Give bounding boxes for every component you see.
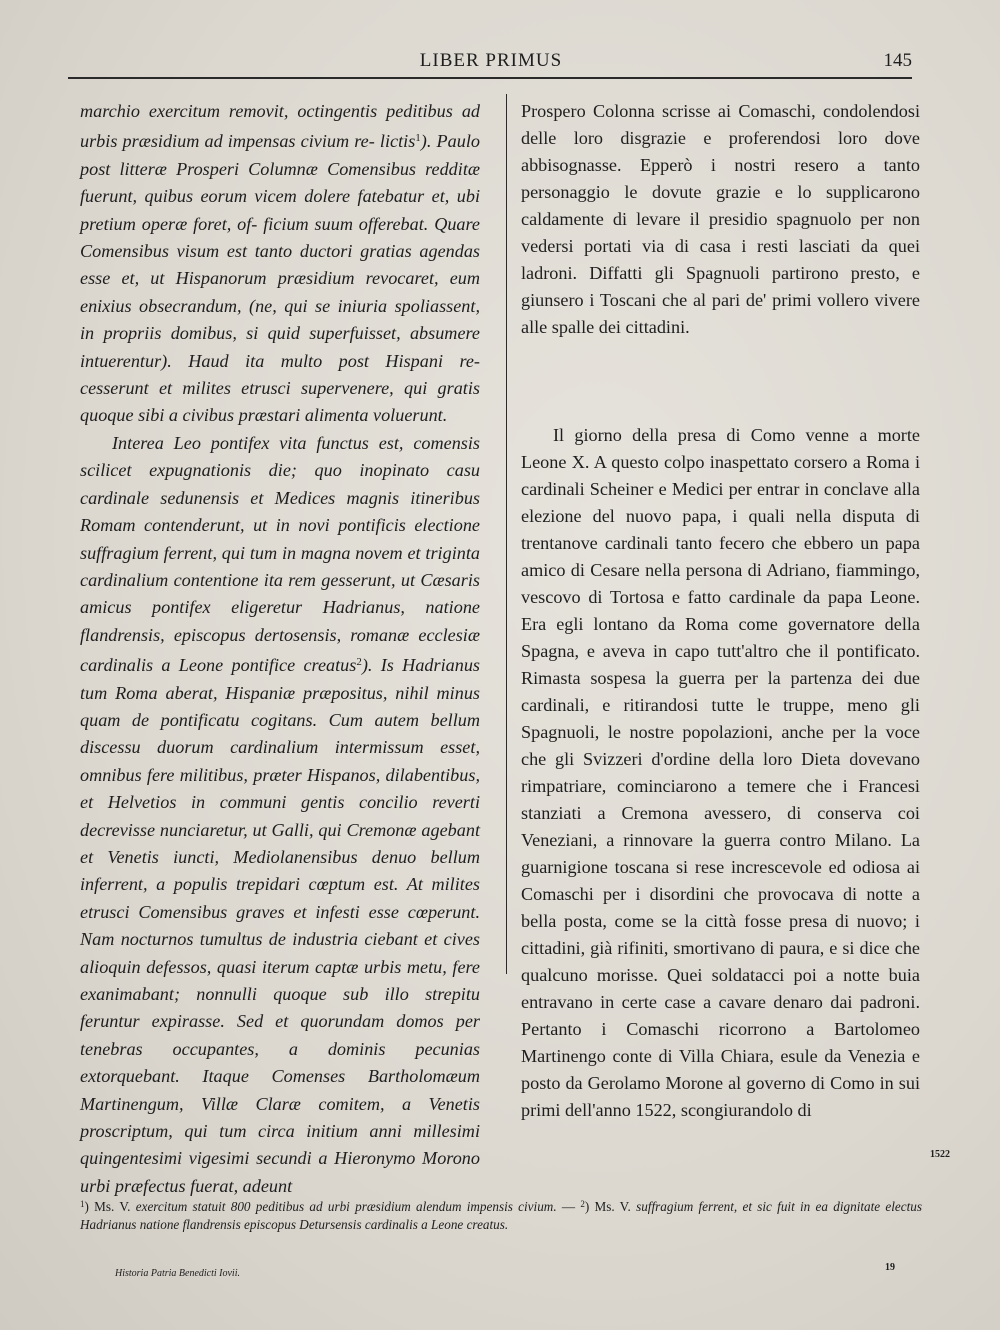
page-number: 145 bbox=[883, 50, 912, 71]
column-divider bbox=[506, 94, 507, 974]
latin-line: Comensibus redditæ fuerunt, quibus eorum vicem bbox=[80, 158, 481, 207]
latin-line: cesserunt et milites etrusci supervenere, qui gratis bbox=[80, 378, 480, 399]
footnote-source: ) Ms. V. bbox=[584, 1199, 631, 1214]
running-head bbox=[70, 50, 912, 74]
latin-line: obsecrandum, (ne, qui se iniuria spoliassent, in bbox=[80, 295, 480, 344]
italian-column bbox=[521, 98, 920, 1124]
running-title: LIBER PRIMUS bbox=[419, 50, 563, 71]
latin-line: intuerentur). Haud ita multo post Hispani re- bbox=[80, 350, 480, 371]
latin-paragraph-1 bbox=[80, 98, 480, 430]
latin-text: ). Is Hadrianus tum Roma aberat, Hispaniæ præpositus, nihil minus quam de pontificatu cogitans. Cum autem bellum discessu duorum cardinalium intermissum esset, omnibus fere militibus, præter Hispanos, dilabentibus, et Helvetios in communi gentis concilio reverti decrevisse nunciaretur, ut Galli, qui Cremonæ agebant et Venetis iuncti, Mediolanensibus denuo bellum inferrent, a populis trepidari cœptum est. At milites etrusci Comensibus graves et infesti esse cœperunt. Nam nocturnos tumultus de industria ciebant et cives alioquin defessos, quasi iterum captæ urbis metu, fere exanimabant; nonnulli quoque sub illo strepitu feruntur expirasse. Sed et quorundam domos per tenebras occupantes, a dominis pecunias extorquebant. Itaque Comenses Bartholomæum Martinengum, Villæ Claræ comitem, a Venetis proscriptum, qui tum circa initium anni millesimi quingentesimi vigesimi secundi a Hieronymo Morono urbi præfectus fuerat, adeunt bbox=[80, 655, 480, 1196]
footnote-text: exercitum statuit 800 peditibus ad urbi præsidium alendum impensis civium. bbox=[135, 1199, 557, 1214]
latin-line: propriis domibus, si quid superfuisset, absumere bbox=[103, 323, 480, 344]
latin-line: ficium suum offerebat. Quare Comensibus visum bbox=[80, 213, 480, 262]
footnote-source: ) Ms. V. bbox=[84, 1199, 131, 1214]
latin-line: est tanto ductori gratias agendas esse et, ut bbox=[80, 241, 480, 289]
margin-year: 1522 bbox=[930, 1149, 950, 1160]
latin-column bbox=[80, 98, 480, 1200]
latin-text: Interea Leo pontifex vita functus est, comensis scilicet expugnationis die; quo inopinato casu cardinale sedunensis et Medices magnis itineribus Romam contenderunt, ut in novi pontificis electione suffragium ferrent, qui tum in magna novem et triginta cardinalium contentione ita rem gesserunt, ut Cæsaris amicus pontifex eligeretur Hadrianus, natione flandrensis, episcopus dertosensis, romanæ ecclesiæ cardinalis a Leone pontifice creatus bbox=[80, 432, 480, 676]
signature-mark: 19 bbox=[885, 1262, 895, 1273]
footnote-ref: 1 bbox=[415, 132, 421, 145]
footnotes bbox=[80, 1196, 922, 1233]
latin-line: ). Paulo post litteræ Prosperi Columnæ bbox=[80, 131, 480, 179]
latin-line: dolere fatebatur et, ubi pretium operæ foret, of- bbox=[80, 186, 481, 234]
latin-line: Hispanorum præsidium revocaret, eum enixius bbox=[80, 268, 480, 316]
italian-paragraph-1: Prospero Colonna scrisse ai Comaschi, condolendosi delle loro disgrazie e proferendosi loro dove abbisognasse. Epperò i nostri resero a tanto personaggio le dovute grazie e lo supplicarono caldamente di levare il presidio spagnuolo per non vedersi portati via di casa i resti lasciati da quei ladroni. Diffatti gli Spagnuoli partirono presto, e giunsero i Toscani che al pari de' primi vollero vivere alle spalle dei cittadini. bbox=[521, 101, 920, 337]
footnote-number: 1 bbox=[80, 1199, 85, 1209]
latin-line: marchio exercitum removit, octingentis peditibus bbox=[80, 101, 453, 121]
publisher-note: Historia Patria Benedicti Iovii. bbox=[115, 1268, 240, 1279]
latin-line: quoque sibi a civibus præstari alimenta voluerunt. bbox=[80, 405, 448, 426]
latin-line: ad urbis præsidium ad impensas civium re- bbox=[80, 101, 480, 152]
footnote-number: 2 bbox=[580, 1199, 585, 1209]
footnote-ref: 2 bbox=[356, 656, 362, 669]
footnote-separator: — bbox=[561, 1199, 576, 1214]
footnote-text: suffragium ferrent, et sic fuit in ea dignitate electus Hadrianus natione flandrensis episcopus Detursensis cardinalis a Leone creatus. bbox=[80, 1199, 923, 1232]
latin-line: lictis bbox=[379, 131, 416, 152]
italian-paragraph-2: Il giorno della presa di Como venne a morte Leone X. A questo colpo inaspettato corsero a Roma i cardinali Scheiner e Medici per entrar in conclave alla elezione del nuovo papa, i quali nella disputa di trentanove cardinali tanto fecero che ebbero un papa amico di Cesare nella persona di Adriano, fiammingo, vescovo di Tortosa e fatto cardinale da papa Leone. Era egli lontano da Roma come governatore della Spagna, e aveva in capo tutt'altro che il pontificato. Rimasta sospesa la guerra per la partenza dei due cardinali, e ritirandosi tutte le truppe, meno gli Spagnuoli, le nostre popolazioni, anche per la voce che gli Svizzeri d'ordine della loro Dieta dovevano rimpatriare, cominciarono a temere che i Francesi stanziati a Cremona avessero, di conserva coi Veneziani, a rinnovare la guerra contro Milano. La guarnigione toscana si rese increscevole ed odiosa ai Comaschi per i disordini che provocava di notte a bella posta, come se la città fosse presa di nuovo; i cittadini, già rifiniti, smortivano di paura, e si dice che qualcuno morisse. Quei soldatacci poi a notte buia entravano in certe case a cavare denaro dai padroni. Pertanto i Comaschi ricorrono a Bartolomeo Martinengo conte di Villa Chiara, esule da Venezia e posto da Gerolamo Morone al governo di Como in sui primi dell'anno 1522, scongiurandolo di bbox=[521, 425, 920, 1120]
header-rule bbox=[68, 77, 912, 79]
latin-paragraph-2 bbox=[80, 430, 480, 1200]
